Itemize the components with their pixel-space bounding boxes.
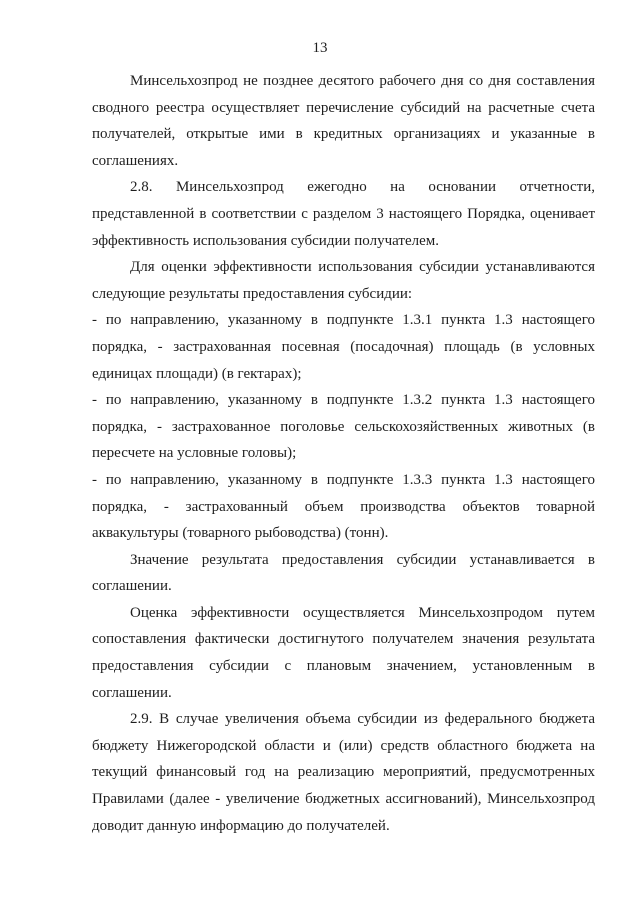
paragraph-evaluation: Оценка эффективности осуществляется Минсельхозпродом путем сопоставления фактически достигнутого получателем значения результата предоставления субсидии с плановым значением, установленным в соглашении. bbox=[92, 604, 595, 701]
paragraph-2-8: 2.8. Минсельхозпрод ежегодно на основании отчетности, представленной в соответствии с разделом 3 настоящего Порядка, оценивает эффективность использования субсидии получателем. bbox=[92, 179, 595, 249]
paragraph-transfer-subsidies: Минсельхозпрод не позднее десятого рабочего дня со дня составления сводного реестра осуществляет перечисление субсидий на расчетные счета получателей, открытые ими в кредитных организациях и указанные в соглашениях. bbox=[92, 73, 595, 169]
paragraph-results-intro: Для оценки эффективности использования субсидии устанавливаются следующие результаты предоставления субсидии: bbox=[92, 259, 595, 302]
page-number: 13 bbox=[312, 40, 328, 56]
paragraph-result-value: Значение результата предоставления субсидии устанавливается в соглашении. bbox=[92, 551, 595, 595]
bullet-item-1-3-2: - по направлению, указанному в подпункте 1.3.2 пункта 1.3 настоящего порядка, - застрахованное поголовье сельскохозяйственных животных (в пересчете на условные головы); bbox=[92, 392, 595, 462]
document-body bbox=[92, 68, 595, 839]
bullet-item-1-3-3: - по направлению, указанному в подпункте 1.3.3 пункта 1.3 настоящего порядка, - застрахованный объем производства объектов товарной аквакультуры (товарного рыбоводства) (тонн). bbox=[92, 471, 595, 542]
paragraph-2-9: 2.9. В случае увеличения объема субсидии из федерального бюджета бюджету Нижегородской области и (или) средств областного бюджета на текущий финансовый год на реализацию мероприятий, предусмотренных Правилами (далее - увеличение бюджетных ассигнований), Минсельхозпрод доводит данную информацию до получателей. bbox=[92, 711, 595, 834]
bullet-item-1-3-1: - по направлению, указанному в подпункте 1.3.1 пункта 1.3 настоящего порядка, - застрахованная посевная (посадочная) площадь (в условных единицах площади) (в гектарах); bbox=[92, 312, 595, 382]
